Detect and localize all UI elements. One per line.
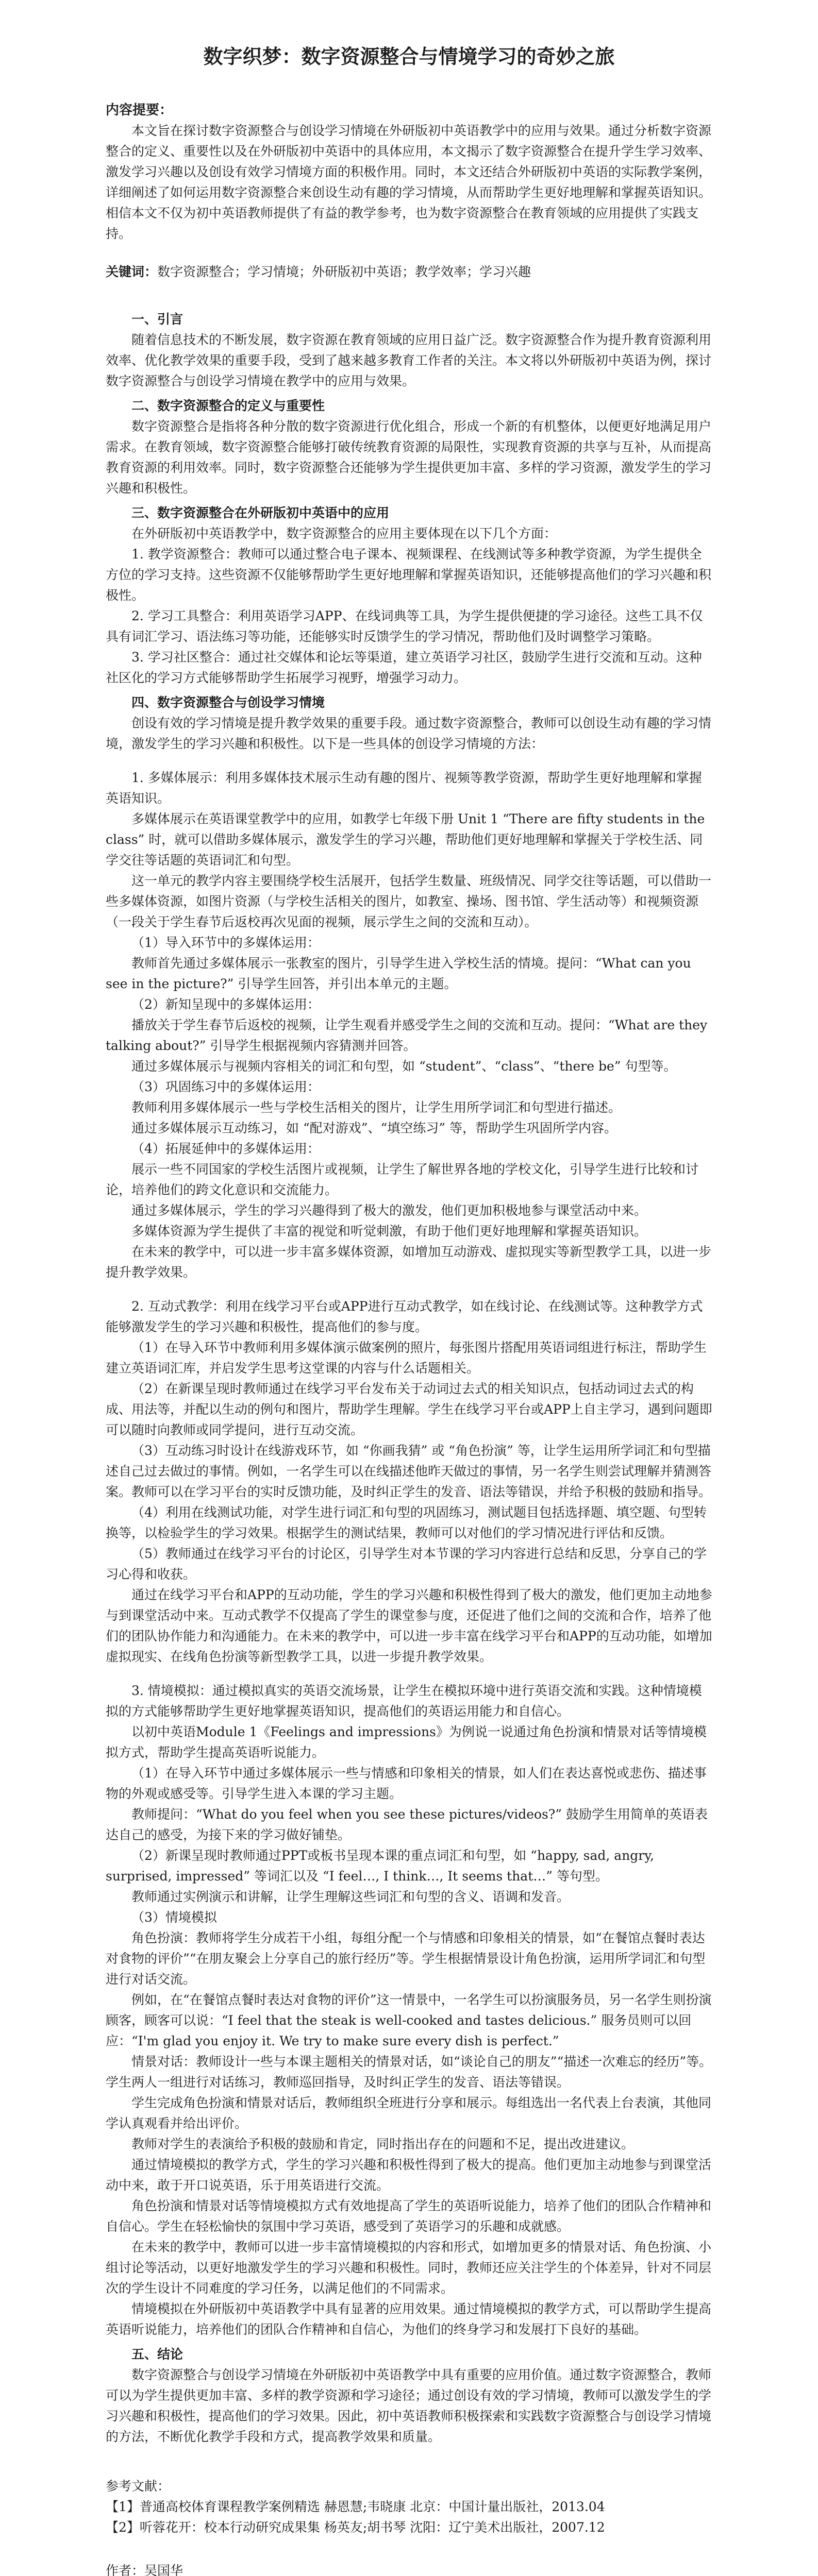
method-paragraph: （1）导入环节中的多媒体运用： [131,935,320,950]
section-paragraph: 在外研版初中英语教学中，数字资源整合的应用主要体现在以下几个方面： [131,526,557,541]
keywords-text: 数字资源整合；学习情境；外研版初中英语；教学效率；学习兴趣 [157,264,531,279]
section-paragraph: 1. 教学资源整合：教师可以通过整合电子课本、视频课程、在线测试等多种教学资源，为学生提供全方位的学习支持。这些资源不仅能够帮助学生更好地理解和掌握英语知识，还能够提高他们的学习兴趣和积极性。 [106,547,712,603]
author-name: 作者：吴国华 [106,2563,183,2576]
reference-item: 【1】普通高校体育课程教学案例精选 赫恩慧;韦晓康 北京：中国计量出版社，2013.04 [106,2499,605,2514]
method-paragraph: 情境模拟在外研版初中英语教学中具有显著的应用效果。通过情境模拟的教学方式，可以帮助学生提高英语听说能力，培养他们的团队合作精神和自信心，为他们的终身学习和发展打下良好的基础。 [106,2301,712,2337]
method-paragraph: 学生完成角色扮演和情景对话后，教师组织全班进行分享和展示。每组选出一名代表上台表演，其他同学认真观看并给出评价。 [106,2095,712,2131]
method-paragraph: （4）利用在线测试功能，对学生进行词汇和句型的巩固练习，测试题目包括选择题、填空题、句型转换等，以检验学生的学习效果。根据学生的测试结果，教师可以对他们的学习情况进行评估和反馈。 [106,1505,707,1540]
author-info [106,2561,712,2576]
abstract-text: 本文旨在探讨数字资源整合与创设学习情境在外研版初中英语教学中的应用与效果。通过分析数字资源整合的定义、重要性以及在外研版初中英语中的具体应用，本文揭示了数字资源整合在提升学生学习效率、激发学习兴趣以及创设有效学习情境方面的积极作用。同时，本文还结合外研版初中英语的实际教学案例，详细阐述了如何运用数字资源整合来创设生动有趣的学习情境，从而帮助学生更好地理解和掌握英语知识。相信本文不仅为初中英语教师提供了有益的教学参考，也为数字资源整合在教育领域的应用提供了实践支持。 [106,123,712,241]
references-label: 参考文献： [106,2479,171,2494]
section-paragraph: 数字资源整合与创设学习情境在外研版初中英语教学中具有重要的应用价值。通过数字资源整合，教师可以为学生提供更加丰富、多样的教学资源和学习途径；通过创设有效的学习情境，教师可以激发学生的学习兴趣和积极性，提高他们的学习效果。因此，初中英语教师积极探索和实践数字资源整合与创设学习情境的方法，不断优化教学手段和方式，提高教学效果和质量。 [106,2367,712,2444]
method-paragraph: 2. 互动式教学：利用在线学习平台或APP进行互动式教学，如在线讨论、在线测试等。这种教学方式能够激发学生的学习兴趣和积极性，提高他们的参与度。 [106,1299,703,1334]
section-definition [106,396,712,499]
method-paragraph: 教师利用多媒体展示一些与学校生活相关的图片，让学生用所学词汇和句型进行描述。 [131,1100,622,1115]
section-heading: 二、数字资源整合的定义与重要性 [131,398,325,413]
method-paragraph: 在未来的教学中，可以进一步丰富多媒体资源，如增加互动游戏、虚拟现实等新型教学工具，以进一步提升教学效果。 [106,1244,712,1280]
method-paragraph: 教师通过实例演示和讲解，让学生理解这些词汇和句型的含义、语调和发音。 [131,1889,570,1904]
method-multimedia [106,768,712,1283]
method-paragraph: （3）情境模拟 [131,1910,217,1925]
method-paragraph: （3）巩固练习中的多媒体运用： [131,1079,320,1094]
section-introduction [106,309,712,392]
method-paragraph: 角色扮演：教师将学生分成若干小组，每组分配一个与情感和印象相关的情景，如“在餐馆点餐时表达对食物的评价”“在朋友聚会上分享自己的旅行经历”等。学生根据情景设计角色扮演，运用所学词汇和句型进行对话交流。 [106,1930,706,1987]
method-paragraph: 在未来的教学中，教师可以进一步丰富情境模拟的内容和形式，如增加更多的情景对话、角色扮演、小组讨论等活动，以更好地激发学生的学习兴趣和积极性。同时，教师还应关注学生的个体差异，针对不同层次的学生设计不同难度的学习任务，以满足他们的不同需求。 [106,2240,712,2296]
method-interactive [106,1296,712,1667]
method-paragraph: 通过在线学习平台和APP的互动功能，学生的学习兴趣和积极性得到了极大的激发，他们更加主动地参与到课堂活动中来。互动式教学不仅提高了学生的课堂参与度，还促进了他们之间的交流和合作，培养了他们的团队协作能力和沟通能力。在未来的教学中，可以进一步丰富在线学习平台和APP的互动功能，如增加虚拟现实、在线角色扮演等新型教学工具，以进一步提升教学效果。 [106,1587,712,1664]
method-paragraph: （3）互动练习时设计在线游戏环节，如 “你画我猜” 或 “角色扮演” 等，让学生运用所学词汇和句型描述自己过去做过的事情。例如，一名学生可以在线描述他昨天做过的事情，另一名学生则尝试理解并猜测答案。教师可以在学习平台的实时反馈功能，及时纠正学生的发音、语法等错误，并给予积极的鼓励和指导。 [106,1443,712,1499]
method-paragraph: （4）拓展延伸中的多媒体运用： [131,1141,320,1156]
section-paragraph: 2. 学习工具整合：利用英语学习APP、在线词典等工具，为学生提供便捷的学习途径。这些工具不仅具有词汇学习、语法练习等功能，还能够实时反馈学生的学习情况，帮助他们及时调整学习策略。 [106,608,703,644]
method-paragraph: （2）新课呈现时教师通过PPT或板书呈现本课的重点词汇和句型，如 “happy, sad, angry, surprised, impressed” 等词汇以及 “I feel…, I think…, It seems that…” 等句型。 [106,1848,655,1884]
section-learning-context [106,692,712,754]
method-paragraph: 以初中英语Module 1《Feelings and impressions》为例说一说通过角色扮演和情景对话等情境模拟方式，帮助学生提高英语听说能力。 [106,1724,707,1760]
abstract-label: 内容提要： [106,103,173,118]
method-paragraph: 教师首先通过多媒体展示一张教室的图片，引导学生进入学校生活的情境。提问：“What can you see in the picture?” 引导学生回答，并引出本单元的主题。 [106,956,691,991]
method-paragraph: 多媒体展示在英语课堂教学中的应用，如教学七年级下册 Unit 1 “There are fifty students in the class” 时，就可以借助多媒体展示，激发学生的学习兴趣，帮助他们更好地理解和掌握关于学校生活、同学交往等话题的英语词汇和句型。 [106,811,705,868]
method-paragraph: 播放关于学生春节后返校的视频，让学生观看并感受学生之间的交流和互动。提问：“What are they talking about?” 引导学生根据视频内容猜测并回答。 [106,1018,708,1053]
document-title: 数字织梦：数字资源整合与情境学习的奇妙之旅 [203,45,615,68]
method-paragraph: 展示一些不同国家的学校生活图片或视频，让学生了解世界各地的学校文化，引导学生进行比较和讨论，培养他们的跨文化意识和交流能力。 [106,1162,699,1197]
section-heading: 一、引言 [131,312,183,327]
section-heading: 四、数字资源整合与创设学习情境 [131,695,325,710]
method-paragraph: 角色扮演和情景对话等情境模拟方式有效地提高了学生的英语听说能力，培养了他们的团队合作精神和自信心。学生在轻松愉快的氛围中学习英语，感受到了英语学习的乐趣和成就感。 [106,2198,712,2234]
method-paragraph: （1）在导入环节中通过多媒体展示一些与情感和印象相关的情景，如人们在表达喜悦或悲伤、描述事物的外观或感受等。引导学生进入本课的学习主题。 [106,1766,707,1801]
keywords-label: 关键词： [106,264,158,279]
keywords-line [106,262,712,282]
method-paragraph: （5）教师通过在线学习平台的讨论区，引导学生对本节课的学习内容进行总结和反思，分享自己的学习心得和收获。 [106,1546,707,1582]
method-paragraph: 教师对学生的表演给予积极的鼓励和肯定，同时指出存在的问题和不足，提出改进建议。 [131,2137,635,2151]
method-paragraph: 例如，在“在餐馆点餐时表达对食物的评价”这一情景中，一名学生可以扮演服务员，另一名学生则扮演顾客，顾客可以说：“I feel that the steak is well-cooked and tastes delicious.” 服务员则可以回应：“I'm glad you enjoy it. We try to make sure every dish is perfect.” [106,1992,712,2048]
method-paragraph: 这一单元的教学内容主要围绕学校生活展开，包括学生数量、班级情况、同学交往等话题，可以借助一些多媒体资源，如图片资源（与学校生活相关的图片，如教室、操场、图书馆、学生活动等）和视频资源（一段关于学生春节后返校再次见面的视频，展示学生之间的交流和互动）。 [106,873,712,929]
method-paragraph: 教师提问：“What do you feel when you see these pictures/videos?” 鼓励学生用简单的英语表达自己的感受，为接下来的学习做好铺垫。 [106,1807,708,1842]
section-paragraph: 数字资源整合是指将各种分散的数字资源进行优化组合，形成一个新的有机整体，以便更好地满足用户需求。在教育领域，数字资源整合能够打破传统教育资源的局限性，实现教育资源的共享与互补，从而提高教育资源的利用效率。同时，数字资源整合还能够为学生提供更加丰富、多样的学习资源，激发学生的学习兴趣和积极性。 [106,419,712,496]
section-paragraph: 随着信息技术的不断发展，数字资源在教育领域的应用日益广泛。数字资源整合作为提升教育资源利用效率、优化教学效果的重要手段，受到了越来越多教育工作者的关注。本文将以外研版初中英语为例，探讨数字资源整合与创设学习情境在教学中的应用与效果。 [106,332,712,388]
method-paragraph: （2）在新课呈现时教师通过在线学习平台发布关于动词过去式的相关知识点，包括动词过去式的构成、用法等，并配以生动的例句和图片，帮助学生理解。学生在线学习平台或APP上自主学习，遇到问题即可以随时向教师或同学提问，进行互动交流。 [106,1381,712,1437]
section-conclusion [106,2344,712,2447]
section-paragraph: 创设有效的学习情境是提升教学效果的重要手段。通过数字资源整合，教师可以创设生动有趣的学习情境，激发学生的学习兴趣和积极性。以下是一些具体的创设学习情境的方法： [106,716,712,751]
references [106,2476,712,2538]
section-heading: 三、数字资源整合在外研版初中英语中的应用 [131,505,390,520]
method-paragraph: 情景对话：教师设计一些与本课主题相关的情景对话，如“谈论自己的朋友”“描述一次难忘的经历”等。学生两人一组进行对话练习，教师巡回指导，及时纠正学生的发音、语法等错误。 [106,2054,712,2090]
section-paragraph: 3. 学习社区整合：通过社交媒体和论坛等渠道，建立英语学习社区，鼓励学生进行交流和互动。这种社区化的学习方式能够帮助学生拓展学习视野，增强学习动力。 [106,650,702,685]
section-application [106,503,712,688]
method-paragraph: 1. 多媒体展示：利用多媒体技术展示生动有趣的图片、视频等教学资源，帮助学生更好地理解和掌握英语知识。 [106,770,702,806]
reference-item: 【2】听蓉花开：校本行动研究成果集 杨英友;胡书琴 沈阳：辽宁美术出版社，2007.12 [106,2520,605,2535]
section-heading: 五、结论 [131,2347,183,2362]
method-paragraph: 通过多媒体展示，学生的学习兴趣得到了极大的激发，他们更加积极地参与课堂活动中来。 [131,1203,647,1218]
method-paragraph: 通过多媒体展示与视频内容相关的词汇和句型，如 “student”、“class”、“there be” 句型等。 [131,1059,677,1074]
method-paragraph: （1）在导入环节中教师利用多媒体演示做案例的照片，每张图片搭配用英语词组进行标注，帮助学生建立英语词汇库，并启发学生思考这堂课的内容与什么话题相关。 [106,1340,707,1376]
method-paragraph: 多媒体资源为学生提供了丰富的视觉和听觉刺激，有助于他们更好地理解和掌握英语知识。 [131,1224,647,1239]
method-paragraph: （2）新知呈现中的多媒体运用： [131,997,320,1012]
method-paragraph: 3. 情境模拟：通过模拟真实的英语交流场景，让学生在模拟环境中进行英语交流和实践。这种情境模拟的方式能够帮助学生更好地掌握英语知识，提高他们的英语运用能力和自信心。 [106,1683,702,1719]
method-paragraph: 通过情境模拟的教学方式，学生的学习兴趣和积极性得到了极大的提高。他们更加主动地参与到课堂活动中来，敢于开口说英语，乐于用英语进行交流。 [106,2157,712,2193]
method-simulation [106,1681,712,2340]
method-paragraph: 通过多媒体展示互动练习，如 “配对游戏”、“填空练习” 等，帮助学生巩固所学内容。 [131,1121,617,1136]
